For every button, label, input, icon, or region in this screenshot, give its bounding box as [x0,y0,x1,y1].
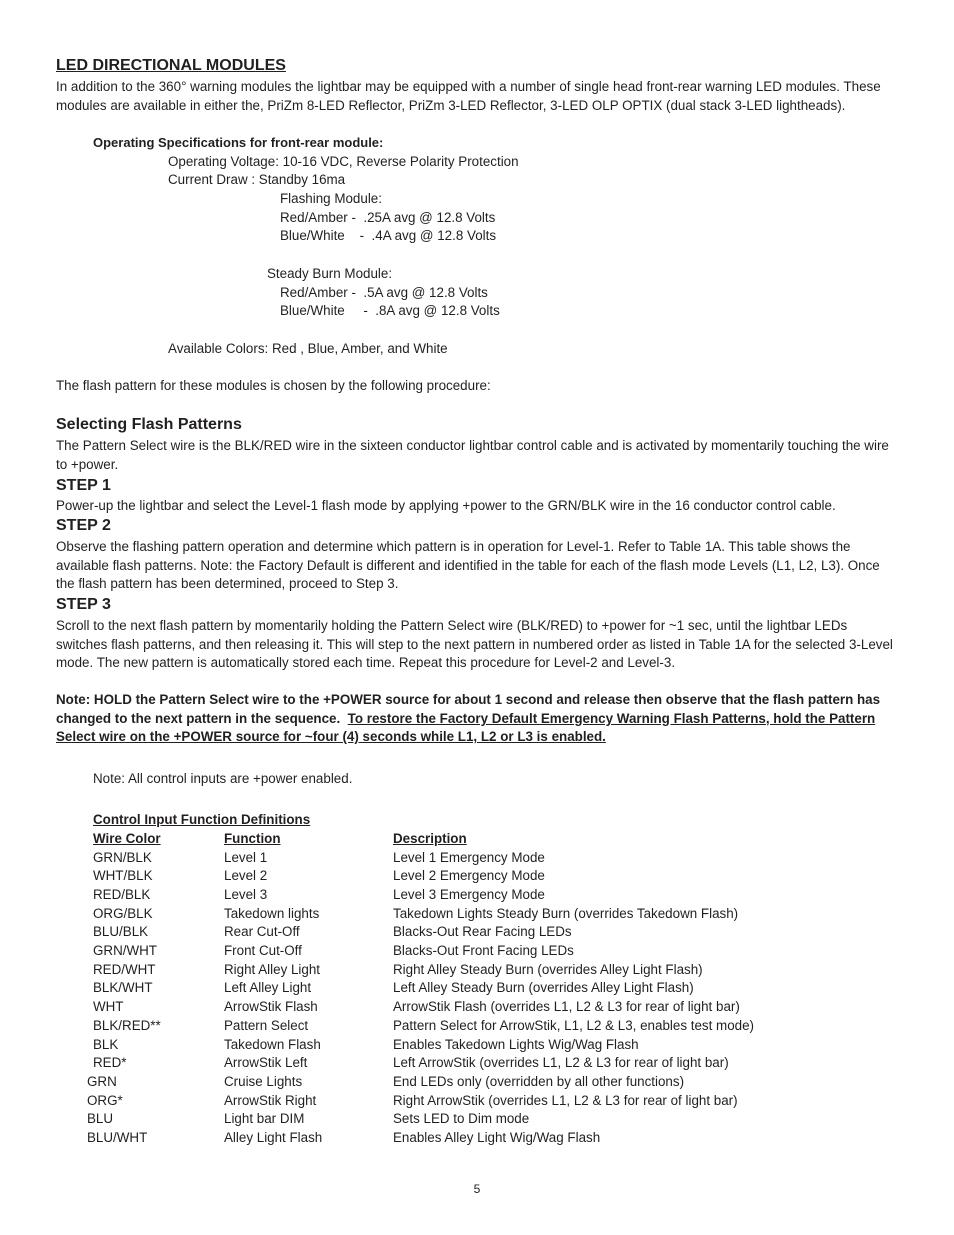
header-function: Function [224,831,281,846]
spec-flashing-label: Flashing Module: [280,191,382,206]
function: ArrowStik Left [224,1055,308,1070]
function: Rear Cut-Off [224,924,300,939]
step-1-title: STEP 1 [56,477,111,494]
section-title-led-modules: LED DIRECTIONAL MODULES [56,57,286,74]
wire-color: BLK/RED** [93,1018,161,1033]
wire-color: BLK [93,1037,119,1052]
wire-color: ORG* [87,1093,123,1108]
function: Light bar DIM [224,1111,305,1126]
wire-color: GRN [87,1074,117,1089]
page-number: 5 [473,1182,481,1196]
hold-note [56,691,892,747]
function: Front Cut-Off [224,943,302,958]
spec-colors: Available Colors: Red , Blue, Amber, and White [168,341,448,356]
flash-patterns-intro: The Pattern Select wire is the BLK/RED wire in the sixteen conductor lightbar control cable and is activated by momentarily touching the wire to +power. [56,438,889,472]
table-title: Control Input Function Definitions [93,812,311,827]
description: Enables Takedown Lights Wig/Wag Flash [393,1037,639,1052]
description: Right ArrowStik (overrides L1, L2 & L3 for rear of light bar) [393,1093,738,1108]
header-description: Description [393,831,467,846]
function: ArrowStik Flash [224,999,318,1014]
led-modules-intro: In addition to the 360° warning modules the lightbar may be equipped with a number of single head front-rear warning LED modules. These modules are available in either the, PriZm 8-LED Reflector, PriZm 3-LED Reflector, 3-LED OLP OPTIX (dual stack 3-LED lightheads). [56,79,881,113]
step-2-text: Observe the flashing pattern operation and determine which pattern is in operation for Level-1. Refer to Table 1A. This table shows the available flash patterns. Note: the Factory Default is different and identified in the table for each of the flash mode Levels (L1, L2, L3). Once the flash pattern has been determined, proceed to Step 3. [56,539,880,592]
spec-flashing-red: Red/Amber - .25A avg @ 12.8 Volts [280,210,496,225]
wire-color: RED/WHT [93,962,156,977]
function: Left Alley Light [224,980,312,995]
description: Blacks-Out Front Facing LEDs [393,943,574,958]
description: Blacks-Out Rear Facing LEDs [393,924,572,939]
function: Level 3 [224,887,268,902]
wire-color: RED/BLK [93,887,151,902]
function: ArrowStik Right [224,1093,317,1108]
spec-steady-label: Steady Burn Module: [267,266,393,281]
wire-color: WHT [93,999,124,1014]
wire-color: BLU/BLK [93,924,149,939]
section-title-flash-patterns: Selecting Flash Patterns [56,416,242,433]
function: Pattern Select [224,1018,309,1033]
function: Cruise Lights [224,1074,303,1089]
description: Level 3 Emergency Mode [393,887,545,902]
description: Enables Alley Light Wig/Wag Flash [393,1130,601,1145]
function: Level 1 [224,850,268,865]
step-1-text: Power-up the lightbar and select the Level-1 flash mode by applying +power to the GRN/BLK wire in the 16 conductor control cable. [56,498,836,513]
description: Right Alley Steady Burn (overrides Alley Light Flash) [393,962,703,977]
description: Sets LED to Dim mode [393,1111,530,1126]
spec-flashing-blue: Blue/White - .4A avg @ 12.8 Volts [280,228,497,243]
wire-color: BLK/WHT [93,980,153,995]
spec-voltage: Operating Voltage: 10-16 VDC, Reverse Polarity Protection [168,154,519,169]
spec-steady-red: Red/Amber - .5A avg @ 12.8 Volts [280,285,488,300]
table-header [0,830,954,849]
step-3-text: Scroll to the next flash pattern by momentarily holding the Pattern Select wire (BLK/RED) to +power for ~1 sec, until the lightbar LEDs switches flash patterns, and then releasing it. This will step to the next pattern in numbered order as listed in Table 1A for the selected 3-Level mode. The new pattern is automatically stored each time. Repeat this procedure for Level-2 and Level-3. [56,618,893,671]
wire-color: GRN/BLK [93,850,152,865]
procedure-intro: The flash pattern for these modules is chosen by the following procedure: [56,378,491,393]
step-2-title: STEP 2 [56,517,111,534]
wire-color: GRN/WHT [93,943,157,958]
wire-color: RED* [93,1055,127,1070]
description: Level 1 Emergency Mode [393,850,545,865]
wire-color: BLU/WHT [87,1130,148,1145]
description: Left ArrowStik (overrides L1, L2 & L3 for rear of light bar) [393,1055,729,1070]
wire-color: ORG/BLK [93,906,153,921]
function: Alley Light Flash [224,1130,323,1145]
wire-color: WHT/BLK [93,868,153,883]
control-inputs-note: Note: All control inputs are +power enabled. [93,771,353,786]
description: Pattern Select for ArrowStik, L1, L2 & L3, enables test mode) [393,1018,754,1033]
description: Level 2 Emergency Mode [393,868,545,883]
spec-steady-blue: Blue/White - .8A avg @ 12.8 Volts [280,303,500,318]
specs-heading: Operating Specifications for front-rear module: [93,135,384,150]
description: End LEDs only (overridden by all other functions) [393,1074,685,1089]
function: Takedown lights [224,906,320,921]
function: Level 2 [224,868,268,883]
wire-color: BLU [87,1111,114,1126]
description: Left Alley Steady Burn (overrides Alley Light Flash) [393,980,694,995]
hold-note-part1: Note: HOLD the Pattern Select wire to the +POWER source for about 1 second and release then observe that the flash pattern has changed to the next pattern in the sequence. [56,692,884,726]
function: Right Alley Light [224,962,321,977]
description: ArrowStik Flash (overrides L1, L2 & L3 for rear of light bar) [393,999,740,1014]
description: Takedown Lights Steady Burn (overrides Takedown Flash) [393,906,739,921]
step-3-title: STEP 3 [56,596,111,613]
spec-current: Current Draw : Standby 16ma [168,172,346,187]
function: Takedown Flash [224,1037,321,1052]
hold-note-factory-default: To restore the Factory Default Emergency Warning Flash Patterns, hold the Pattern Select wire on the +POWER source for ~four (4) seconds while L1, L2 or L3 is enabled. [56,710,876,745]
header-wire-color: Wire Color [93,831,161,846]
